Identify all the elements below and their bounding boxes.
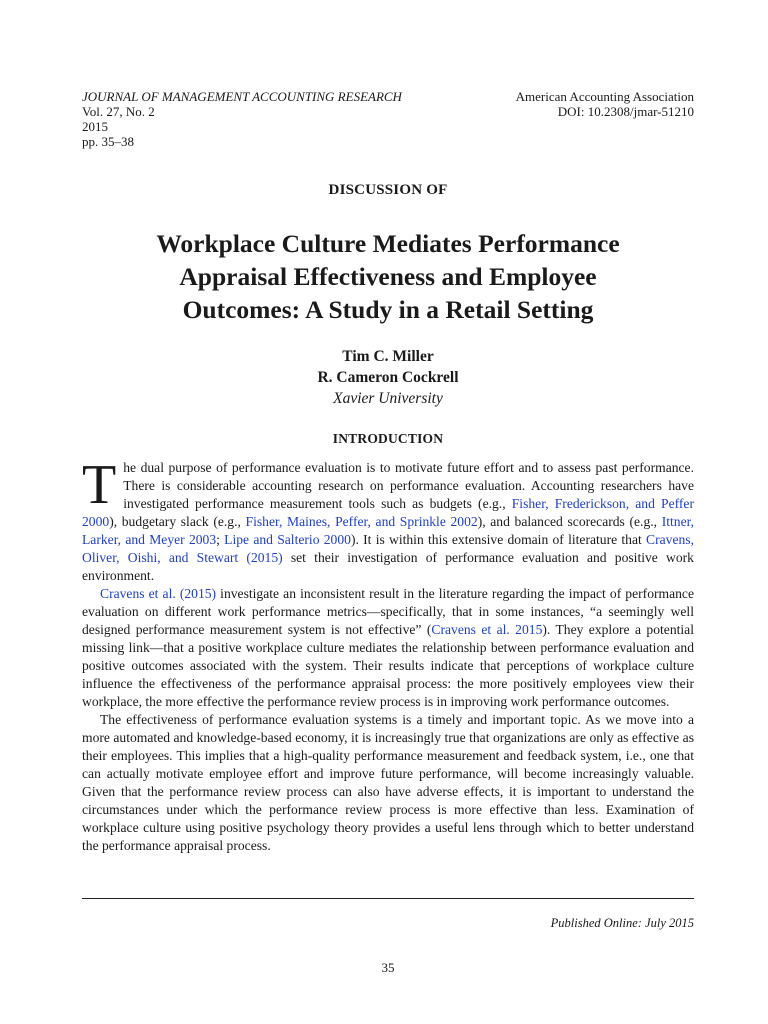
- journal-name: JOURNAL OF MANAGEMENT ACCOUNTING RESEARCH: [82, 89, 402, 104]
- title-line-3: Outcomes: A Study in a Retail Setting: [182, 295, 594, 324]
- section-label: DISCUSSION OF: [328, 182, 448, 198]
- journal-header-right: [516, 89, 694, 119]
- paragraph-text: ). It is within this extensive domain of literature that: [350, 532, 647, 547]
- article-body: [82, 454, 694, 855]
- footer-rule: [82, 898, 694, 899]
- paragraph-3: [82, 711, 694, 855]
- citation-link[interactable]: Lipe and Salterio 2000: [224, 532, 351, 547]
- journal-year: 2015: [82, 119, 108, 134]
- paragraph-text: ;: [216, 532, 225, 547]
- citation-link[interactable]: Ittner, Larker, and Meyer 2003: [82, 514, 694, 547]
- paragraph-2: [82, 585, 694, 711]
- title-line-2: Appraisal Effectiveness and Employee: [179, 262, 597, 291]
- paragraph-text: ). They explore a potential missing link—that a positive workplace culture mediates the relationship between performance evaluation and positive outcomes associated with the system. Their results indicate that perceptions of workplace culture influence the effectiveness of the performance appraisal process: the more positively employees view their workplace, the more effective the performance review process is in improving work performance outcomes.: [82, 622, 694, 709]
- paragraph-text: The effectiveness of performance evaluation systems is a timely and important topic. As we move into a more automated and knowledge-based economy, it is increasingly true that organizations are only as effective as their employees. This implies that a high-quality performance measurement and feedback system, i.e., one that can actually motivate employee effort and improve future performance, will become increasingly valuable. Given that the performance review process can also have adverse effects, it is important to understand the circumstances under which the performance review process is more effective than less. Examination of workplace culture using positive psychology theory provides a useful lens through which to better understand the performance appraisal process.: [82, 712, 694, 853]
- citation-link[interactable]: Fisher, Frederickson, and Peffer 2000: [82, 496, 694, 529]
- journal-volume: Vol. 27, No. 2: [82, 104, 155, 119]
- paragraph-text: ), budgetary slack (e.g.,: [109, 514, 246, 529]
- doi: DOI: 10.2308/jmar-51210: [557, 104, 694, 119]
- citation-link[interactable]: Cravens et al. 2015: [431, 622, 543, 637]
- citation-link[interactable]: Cravens, Oliver, Oishi, and Stewart (2015): [82, 532, 694, 565]
- author-affiliation: Xavier University: [333, 390, 443, 407]
- citation-link[interactable]: Cravens et al. (2015): [100, 586, 217, 601]
- published-online-date: Published Online: July 2015: [550, 916, 694, 930]
- paragraph-text: investigate an inconsistent result in the literature regarding the impact of performance evaluation on different work performance metrics—specifically, that in some instances, “a seemingly well designed performance measurement system is not effective” (: [82, 586, 694, 637]
- article-title: [82, 227, 694, 326]
- author-name-1: Tim C. Miller: [342, 348, 434, 365]
- paragraph-text: ), and balanced scorecards (e.g.,: [477, 514, 662, 529]
- journal-header-left: [82, 89, 402, 149]
- introduction-heading: INTRODUCTION: [332, 431, 444, 446]
- drop-cap: T: [82, 454, 117, 516]
- journal-page: [82, 0, 694, 1024]
- citation-link[interactable]: Fisher, Maines, Peffer, and Sprinkle 2002: [245, 514, 478, 529]
- journal-pages: pp. 35–38: [82, 134, 134, 149]
- page-number: 35: [381, 960, 395, 975]
- title-line-1: Workplace Culture Mediates Performance: [156, 229, 620, 258]
- author-block: [82, 346, 694, 409]
- paragraph-text: he dual purpose of performance evaluation is to motivate future effort and to assess past performance. There is considerable accounting research on performance evaluation. Accounting researchers have investigated performance measurement tools such as budgets (e.g.,: [123, 460, 694, 511]
- publisher-name: American Accounting Association: [515, 89, 694, 104]
- paragraph-1: [82, 454, 694, 585]
- paragraph-text: set their investigation of performance evaluation and positive work environment.: [82, 550, 694, 583]
- author-name-2: R. Cameron Cockrell: [317, 369, 459, 386]
